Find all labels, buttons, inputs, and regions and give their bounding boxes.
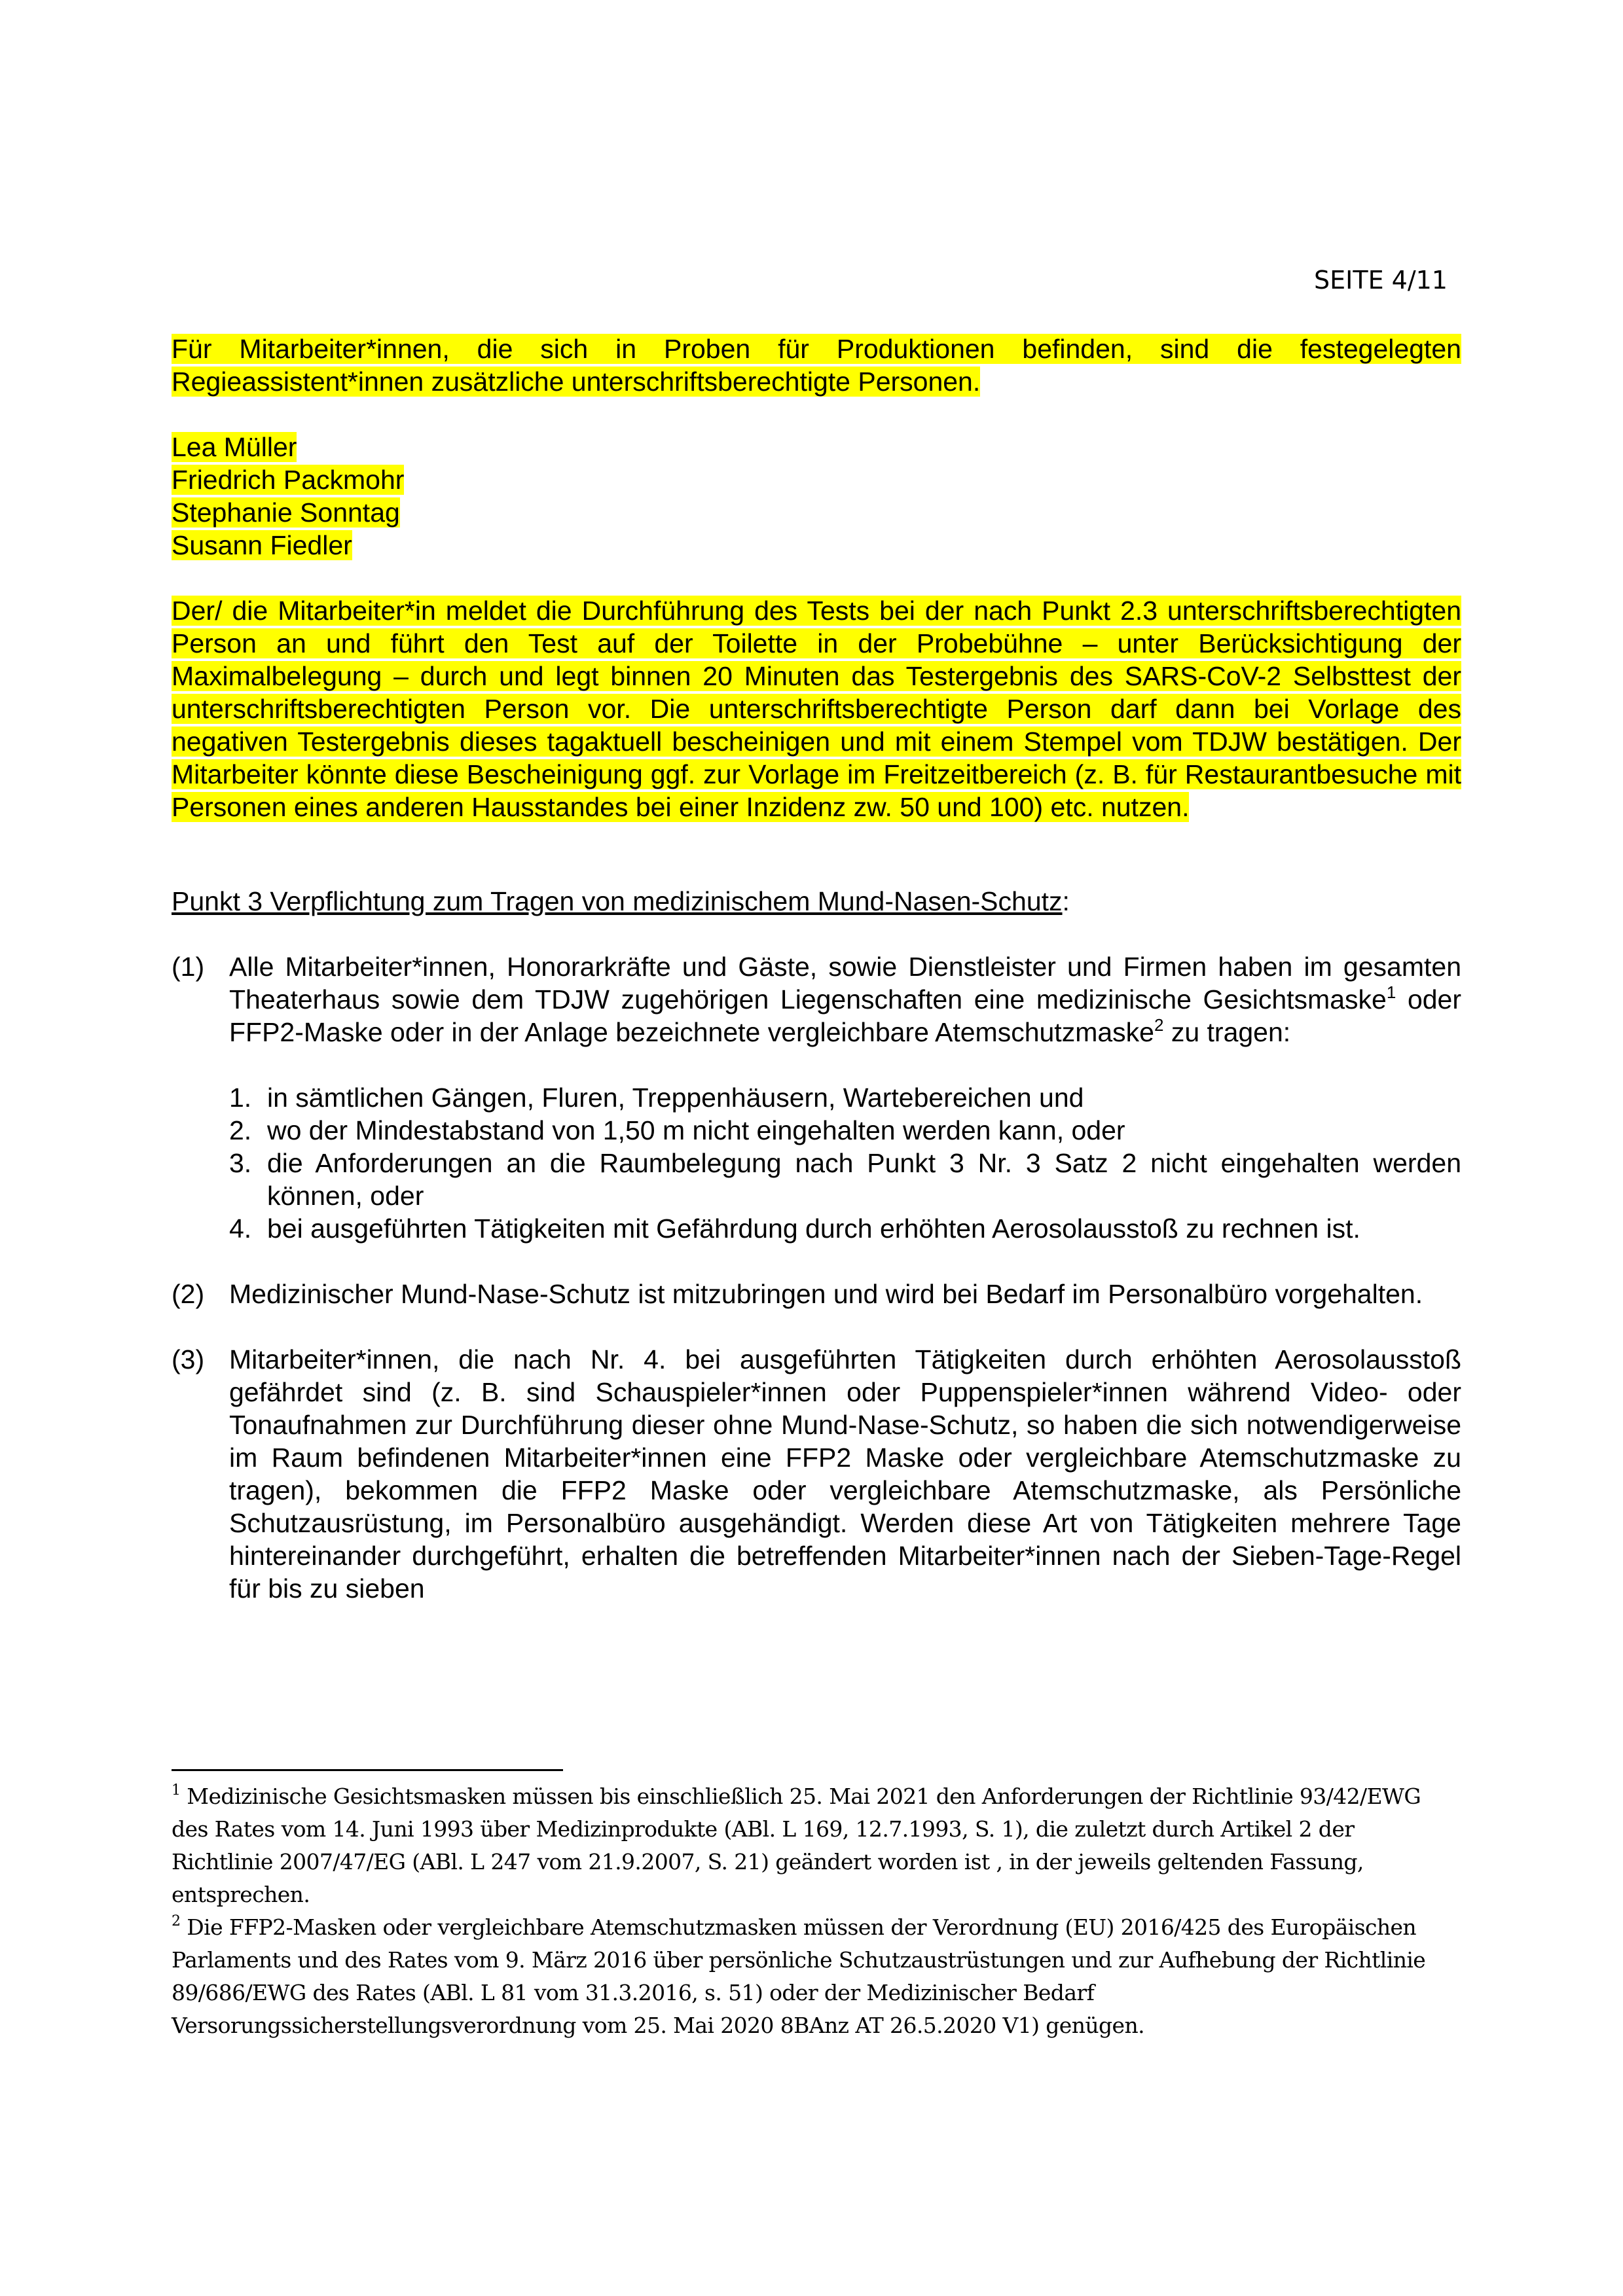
paragraph-text: Medizinischer Mund-Nase-Schutz ist mitzubringen und wird bei Bedarf im Personalbüro vorgehalten. — [229, 1279, 1423, 1309]
section-heading — [172, 885, 1461, 918]
intro-paragraph — [172, 332, 1461, 398]
list-item-text: wo der Mindestabstand von 1,50 m nicht eingehalten werden kann, oder — [267, 1115, 1125, 1145]
footnote-text: Die FFP2-Masken oder vergleichbare Atemschutzmasken müssen der Verordnung (EU) 2016/425 des Europäischen Parlaments und des Rates vom 9. März 2016 über persönliche Schutzaustrüstungen und zur Aufhebung der Richtlinie 89/686/EWG des Rates (ABl. L 81 vom 31.3.2016, s. 51) oder der Medizinischer Bedarf Versorungssicherstellungsverordnung vom 25. Mai 2020 8BAnz AT 26.5.2020 V1) genügen. — [172, 1914, 1426, 2038]
signatory-name: Friedrich Packmohr — [172, 465, 405, 495]
list-item-text: bei ausgeführten Tätigkeiten mit Gefährdung durch erhöhten Aerosolausstoß zu rechnen ist. — [267, 1213, 1360, 1244]
signatory-name: Lea Müller — [172, 432, 297, 462]
paragraph-2 — [172, 1278, 1461, 1310]
footnote — [172, 1911, 1435, 2042]
list-item — [229, 1081, 1461, 1114]
list-item — [229, 1147, 1461, 1212]
list-item — [229, 1212, 1461, 1245]
procedure-text: Der/ die Mitarbeiter*in meldet die Durchführung des Tests bei der nach Punkt 2.3 unterschriftsberechtigten Person an und führt den Test auf der Toilette in der Probebühne – unter Berücksichtigung der Maximalbelegung – durch und legt binnen 20 Minuten das Testergebnis des SARS-CoV-2 Selbsttest der unterschriftsberechtigten Person vor. Die unterschriftsberechtigte Person darf dann bei Vorlage des negativen Testergebnis dieses tagaktuell bescheinigen und mit einem Stempel vom TDJW bestätigen. Der Mitarbeiter könnte diese Bescheinigung ggf. zur Vorlage im Freitzeitbereich (z. B. für Restaurantbesuche mit Personen eines anderen Hausstandes bei einer Inzidenz zw. 50 und 100) etc. nutzen. — [172, 596, 1461, 822]
footnotes — [172, 1780, 1435, 2042]
footnote-text: Medizinische Gesichtsmasken müssen bis einschließlich 25. Mai 2021 den Anforderungen der Richtlinie 93/42/EWG des Rates vom 14. Juni 1993 über Medizinprodukte (ABl. L 169, 12.7.1993, S. 1), die zuletzt durch Artikel 2 der Richtlinie 2007/47/EG (ABl. L 247 vom 21.9.2007, S. 21) geändert worden ist , in der jeweils geltenden Fassung, entsprechen. — [172, 1784, 1421, 1907]
footnote-ref: 2 — [1154, 1015, 1164, 1035]
paragraph-text: Alle Mitarbeiter*innen, Honorarkräfte und Gäste, sowie Dienstleister und Firmen haben im gesamten Theaterhaus sowie dem TDJW zugehörigen Liegenschaften eine medizinische Gesichtsmaske$^1$ oder FFP2-Maske oder in der Anlage bezeichnete vergleichbare Atemschutzmaske$^2$ zu tragen: 1. in sämtlichen Gängen, Fluren, Treppenhäusern, Wartebereichen und 2. wo der Mindestabstand von 1,50 m nicht eingehalten werden kann, oder 3. die Anforderungen an die Raumbelegung nach Punkt 3 Nr. 3 Satz 2 nicht eingehalten werden können, oder 4. bei ausgeführten Tätigkeiten mit Gefährdung durch erhöhten Aerosolausstoß zu rechnen ist. — [229, 952, 1462, 1244]
list-item-number: 2. — [229, 1115, 252, 1145]
section-heading-colon: : — [1062, 886, 1070, 916]
paragraph-number: (2) — [172, 1279, 205, 1309]
signatory-names-list — [172, 431, 1461, 562]
paragraph-1 — [172, 950, 1461, 1245]
page-number: SEITE 4/11 — [1314, 266, 1448, 295]
footnote — [172, 1780, 1435, 1911]
list-item — [229, 1114, 1461, 1147]
list-item-text: die Anforderungen an die Raumbelegung nach Punkt 3 Nr. 3 Satz 2 nicht eingehalten werden können, oder — [267, 1148, 1461, 1211]
footnote-mark: 1 — [172, 1782, 181, 1799]
footnote-ref: 1 — [1386, 982, 1396, 1002]
intro-text: Für Mitarbeiter*innen, die sich in Proben für Produktionen befinden, sind die festegelegten Regieassistent*innen zusätzliche unterschriftsberechtigte Personen. — [172, 334, 1461, 397]
footnote-mark: 2 — [172, 1913, 181, 1929]
footnote-separator — [172, 1769, 563, 1771]
paragraph-text: Mitarbeiter*innen, die nach Nr. 4. bei ausgeführten Tätigkeiten durch erhöhten Aerosolausstoß gefährdet sind (z. B. sind Schauspieler*innen oder Puppenspieler*innen während Video- oder Tonaufnahmen zur Durchführung dieser ohne Mund-Nase-Schutz, so haben die sich notwendigerweise im Raum befindenen Mitarbeiter*innen eine FFP2 Maske oder vergleichbare Atemschutzmaske zu tragen), bekommen die FFP2 Maske oder vergleichbare Atemschutzmaske, als Persönliche Schutzausrüstung, im Personalbüro ausgehändigt. Werden diese Art von Tätigkeiten mehrere Tage hintereinander durchgeführt, erhalten die betreffenden Mitarbeiter*innen nach der Sieben-Tage-Regel für bis zu sieben — [229, 1344, 1461, 1604]
signatory-name: Susann Fiedler — [172, 530, 352, 560]
document-body — [172, 332, 1461, 1638]
paragraph-3 — [172, 1343, 1461, 1605]
numbered-list — [229, 1081, 1461, 1245]
paragraph-number: (3) — [172, 1344, 205, 1374]
list-item-number: 3. — [229, 1148, 252, 1178]
list-item-number: 1. — [229, 1083, 252, 1113]
paragraph-number: (1) — [172, 952, 205, 982]
procedure-paragraph — [172, 594, 1461, 823]
section-heading-text: Punkt 3 Verpflichtung zum Tragen von medizinischem Mund-Nasen-Schutz — [172, 886, 1063, 916]
list-item-number: 4. — [229, 1213, 252, 1244]
list-item-text: in sämtlichen Gängen, Fluren, Treppenhäusern, Wartebereichen und — [267, 1083, 1084, 1113]
signatory-name: Stephanie Sonntag — [172, 497, 400, 528]
